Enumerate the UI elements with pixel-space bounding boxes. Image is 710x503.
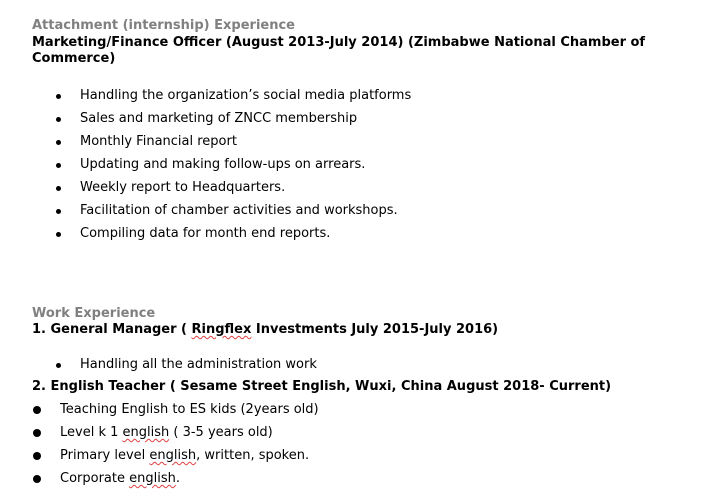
bullet-icon [33,452,41,460]
resume-page: Attachment (internship) Experience Marketing/Finance Officer (August 2013-July 2014) (Zimbabwe National Chamber of Commerce) Handling the organization’s social media platforms Sales and marketing of ZNCC membership Monthly Financial report Updating and making follow-ups on arrears. Weekly report to Headquarters. Facilitation of chamber activities and workshops. Compiling data for month end reports. Work Experience 1. General Manager ( Ringflex Investments July 2015-July 2016) Handling all the administration work 2. English Teacher ( Sesame Street English, Wuxi, China August 2018- Current) Teaching English to ES kids (2years old) Level k 1 english ( 3-5 years old) Primary level english, written, spoken. Corporate english. [0,0,710,503]
bullet-icon [33,429,41,437]
bullet-icon [56,363,61,368]
spellcheck-word: english [122,425,170,440]
spellcheck-word: Ringflex [191,322,252,337]
bullet-icon [33,406,41,414]
bullet-icon [56,140,61,145]
job2-title: 2. English Teacher ( Sesame Street English, Wuxi, China August 2018- Current) [32,379,612,394]
attachment-heading: Attachment (internship) Experience [32,18,296,33]
bullet-icon [56,94,61,99]
bullet-icon [56,163,61,168]
attachment-role: Marketing/Finance Officer (August 2013-July 2014) (Zimbabwe National Chamber of Commerce) [32,35,646,66]
job1-title: 1. General Manager ( Ringflex Investments July 2015-July 2016) [32,322,499,337]
spellcheck-word: english [129,471,176,486]
spellcheck-word: english [149,448,197,463]
bullet-icon [56,232,61,237]
bullet-icon [33,475,41,483]
work-experience-heading: Work Experience [32,306,156,321]
bullet-icon [56,209,61,214]
bullet-icon [56,186,61,191]
bullet-icon [56,117,61,122]
